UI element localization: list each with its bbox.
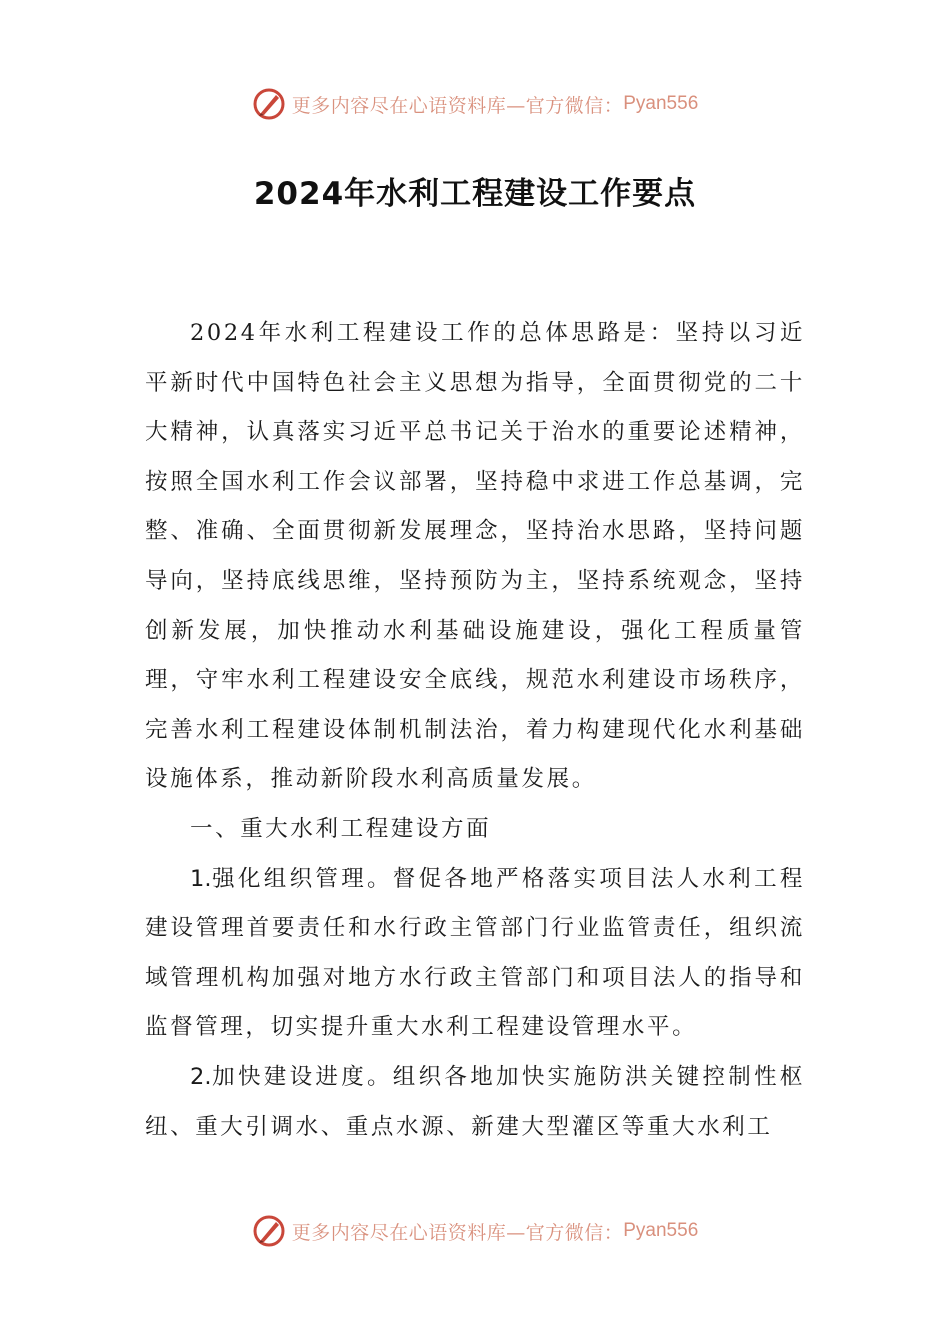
list-item [145,1053,805,1152]
item-number: 2. [190,1063,212,1090]
watermark-text: 更多内容尽在心语资料库—官方微信： [291,94,624,117]
pen-logo-icon [252,87,286,121]
document-body [145,309,805,1152]
watermark-wechat-id: Pyan556 [623,93,699,114]
watermark-header [0,84,950,124]
item-text: 加快建设进度。组织各地加快实施防洪关键控制性枢纽、重大引调水、重点水源、新建大型灌区等重大水利工 [145,1063,805,1140]
pen-logo-icon [252,1214,286,1248]
section-heading: 一、重大水利工程建设方面 [190,815,492,842]
list-item [145,855,805,1053]
intro-paragraph: 2024年水利工程建设工作的总体思路是：坚持以习近平新时代中国特色社会主义思想为指导，全面贯彻党的二十大精神，认真落实习近平总书记关于治水的重要论述精神，按照全国水利工作会议部署，坚持稳中求进工作总基调，完整、准确、全面贯彻新发展理念，坚持治水思路，坚持问题导向，坚持底线思维，坚持预防为主，坚持系统观念，坚持创新发展，加快推动水利基础设施建设，强化工程质量管理，守牢水利工程建设安全底线，规范水利建设市场秩序，完善水利工程建设体制机制法治，着力构建现代化水利基础设施体系，推动新阶段水利高质量发展。 [145,320,805,793]
document-title: 2024年水利工程建设工作要点 [253,176,697,212]
watermark-footer [0,1211,950,1251]
watermark-wechat-id: Pyan556 [623,1220,699,1241]
watermark-text: 更多内容尽在心语资料库—官方微信： [291,1221,624,1244]
item-text: 强化组织管理。督促各地严格落实项目法人水利工程建设管理首要责任和水行政主管部门行业监管责任，组织流域管理机构加强对地方水行政主管部门和项目法人的指导和监督管理，切实提升重大水利工程建设管理水平。 [145,865,805,1041]
item-number: 1. [190,865,212,892]
